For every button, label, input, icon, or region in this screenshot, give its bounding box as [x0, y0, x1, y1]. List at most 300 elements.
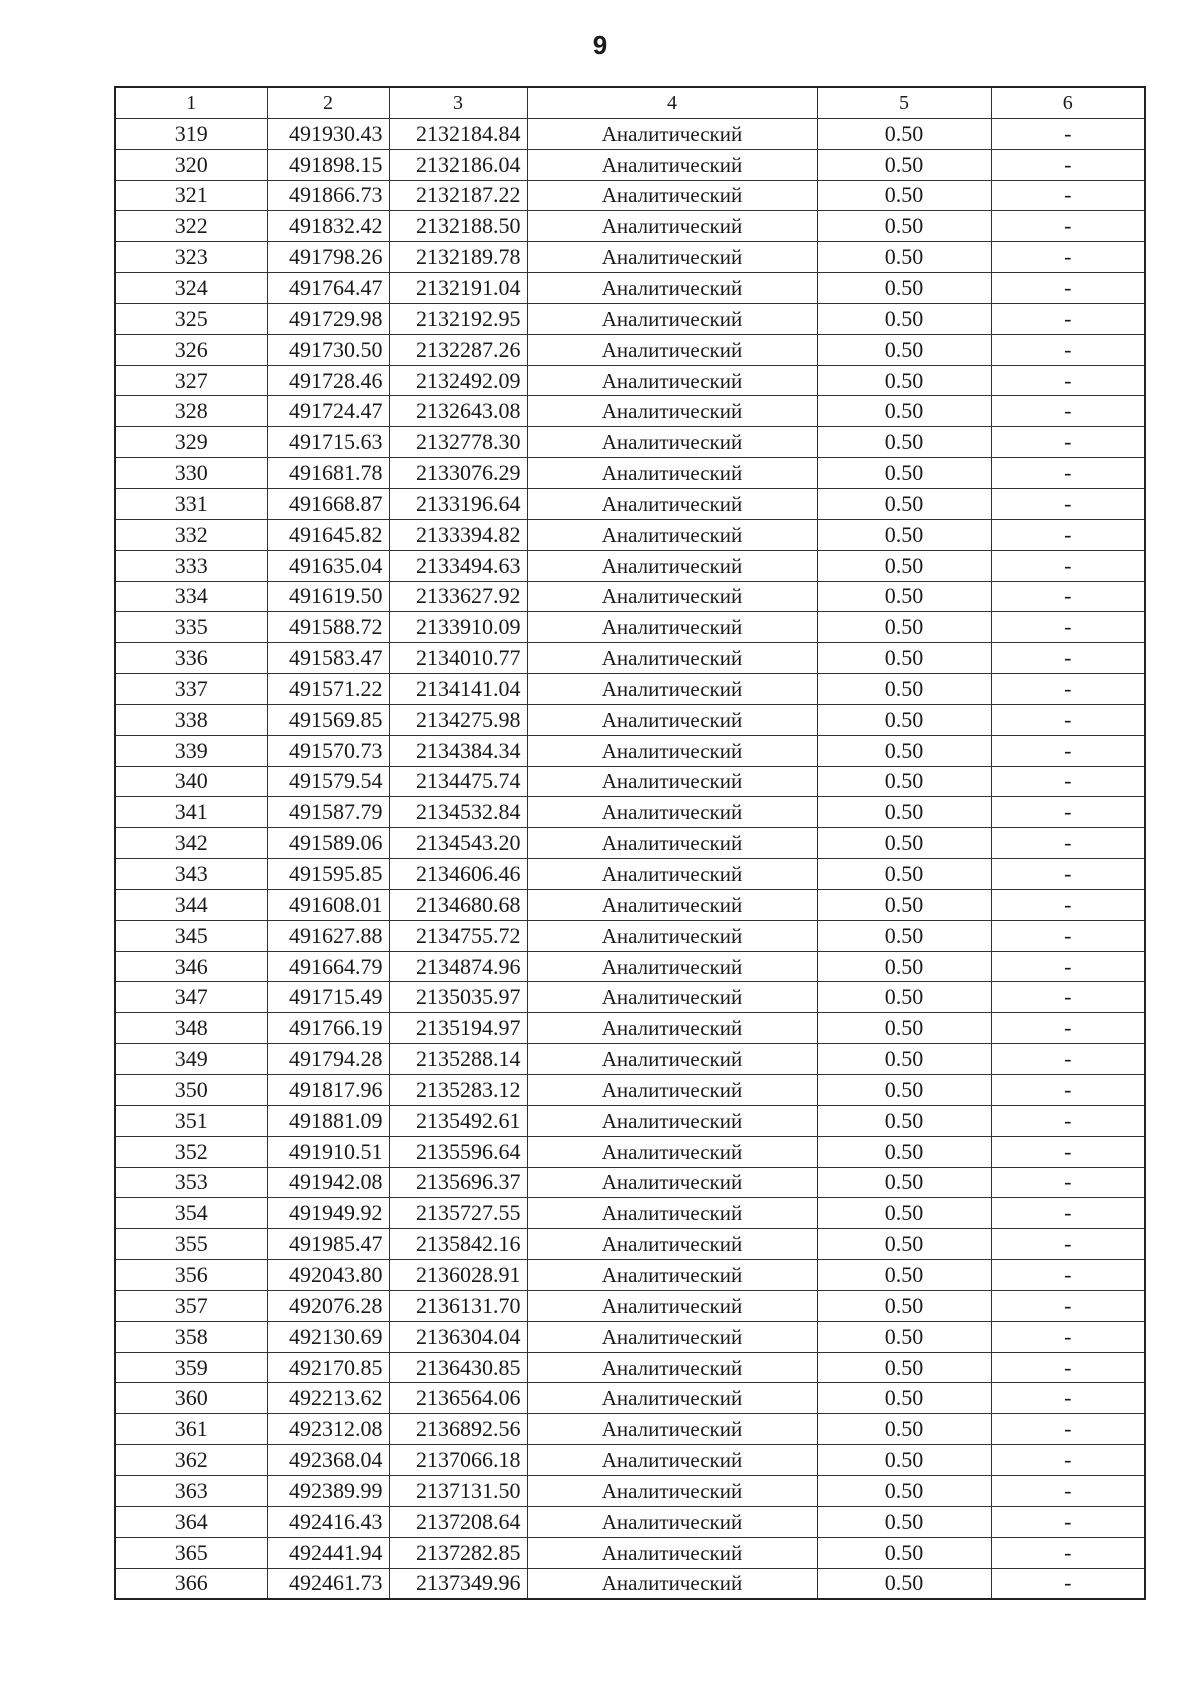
- accuracy-cell: 0.50: [817, 427, 991, 458]
- accuracy-cell: 0.50: [817, 458, 991, 489]
- method-cell: Аналитический: [527, 951, 817, 982]
- table-row: [115, 396, 1145, 427]
- table-row: [115, 1229, 1145, 1260]
- method-cell: Аналитический: [527, 1352, 817, 1383]
- point-number-cell: 349: [115, 1044, 267, 1075]
- method-cell: Аналитический: [527, 612, 817, 643]
- table-row: [115, 920, 1145, 951]
- x-coordinate-cell: 492076.28: [267, 1290, 389, 1321]
- note-cell: -: [991, 1013, 1145, 1044]
- table-row: [115, 180, 1145, 211]
- note-cell: -: [991, 118, 1145, 149]
- note-cell: -: [991, 1475, 1145, 1506]
- accuracy-cell: 0.50: [817, 1506, 991, 1537]
- point-number-cell: 358: [115, 1321, 267, 1352]
- header-cell: 2: [267, 87, 389, 118]
- point-number-cell: 362: [115, 1445, 267, 1476]
- note-cell: -: [991, 889, 1145, 920]
- method-cell: Аналитический: [527, 519, 817, 550]
- note-cell: -: [991, 951, 1145, 982]
- point-number-cell: 330: [115, 458, 267, 489]
- note-cell: -: [991, 1568, 1145, 1599]
- y-coordinate-cell: 2135035.97: [389, 982, 527, 1013]
- point-number-cell: 355: [115, 1229, 267, 1260]
- note-cell: -: [991, 519, 1145, 550]
- x-coordinate-cell: 492043.80: [267, 1260, 389, 1291]
- table-row: [115, 118, 1145, 149]
- accuracy-cell: 0.50: [817, 674, 991, 705]
- table-header: [115, 87, 1145, 118]
- note-cell: -: [991, 797, 1145, 828]
- accuracy-cell: 0.50: [817, 612, 991, 643]
- x-coordinate-cell: 491571.22: [267, 674, 389, 705]
- accuracy-cell: 0.50: [817, 1229, 991, 1260]
- x-coordinate-cell: 491817.96: [267, 1075, 389, 1106]
- y-coordinate-cell: 2132191.04: [389, 273, 527, 304]
- table-row: [115, 859, 1145, 890]
- table-row: [115, 550, 1145, 581]
- table-row: [115, 1414, 1145, 1445]
- accuracy-cell: 0.50: [817, 581, 991, 612]
- y-coordinate-cell: 2134532.84: [389, 797, 527, 828]
- y-coordinate-cell: 2132184.84: [389, 118, 527, 149]
- point-number-cell: 334: [115, 581, 267, 612]
- method-cell: Аналитический: [527, 1321, 817, 1352]
- table-row: [115, 149, 1145, 180]
- note-cell: -: [991, 1321, 1145, 1352]
- note-cell: -: [991, 1044, 1145, 1075]
- y-coordinate-cell: 2136564.06: [389, 1383, 527, 1414]
- note-cell: -: [991, 581, 1145, 612]
- method-cell: Аналитический: [527, 828, 817, 859]
- table-row: [115, 704, 1145, 735]
- header-cell: 6: [991, 87, 1145, 118]
- table-row: [115, 643, 1145, 674]
- x-coordinate-cell: 491942.08: [267, 1167, 389, 1198]
- table-row: [115, 273, 1145, 304]
- accuracy-cell: 0.50: [817, 1475, 991, 1506]
- point-number-cell: 356: [115, 1260, 267, 1291]
- point-number-cell: 352: [115, 1136, 267, 1167]
- accuracy-cell: 0.50: [817, 1568, 991, 1599]
- y-coordinate-cell: 2135288.14: [389, 1044, 527, 1075]
- note-cell: -: [991, 735, 1145, 766]
- header-cell: 1: [115, 87, 267, 118]
- accuracy-cell: 0.50: [817, 766, 991, 797]
- x-coordinate-cell: 491608.01: [267, 889, 389, 920]
- method-cell: Аналитический: [527, 1229, 817, 1260]
- y-coordinate-cell: 2135727.55: [389, 1198, 527, 1229]
- note-cell: -: [991, 1105, 1145, 1136]
- method-cell: Аналитический: [527, 920, 817, 951]
- note-cell: -: [991, 1136, 1145, 1167]
- table-row: [115, 303, 1145, 334]
- table-row: [115, 1198, 1145, 1229]
- point-number-cell: 319: [115, 118, 267, 149]
- y-coordinate-cell: 2136430.85: [389, 1352, 527, 1383]
- y-coordinate-cell: 2132192.95: [389, 303, 527, 334]
- y-coordinate-cell: 2137131.50: [389, 1475, 527, 1506]
- method-cell: Аналитический: [527, 550, 817, 581]
- y-coordinate-cell: 2133910.09: [389, 612, 527, 643]
- header-row: [115, 87, 1145, 118]
- method-cell: Аналитический: [527, 1260, 817, 1291]
- x-coordinate-cell: 492416.43: [267, 1506, 389, 1537]
- x-coordinate-cell: 492441.94: [267, 1537, 389, 1568]
- point-number-cell: 320: [115, 149, 267, 180]
- x-coordinate-cell: 491715.63: [267, 427, 389, 458]
- y-coordinate-cell: 2135842.16: [389, 1229, 527, 1260]
- method-cell: Аналитический: [527, 1475, 817, 1506]
- table-row: [115, 1290, 1145, 1321]
- accuracy-cell: 0.50: [817, 1260, 991, 1291]
- method-cell: Аналитический: [527, 180, 817, 211]
- x-coordinate-cell: 491645.82: [267, 519, 389, 550]
- note-cell: -: [991, 1075, 1145, 1106]
- point-number-cell: 345: [115, 920, 267, 951]
- x-coordinate-cell: 491794.28: [267, 1044, 389, 1075]
- note-cell: -: [991, 859, 1145, 890]
- note-cell: -: [991, 982, 1145, 1013]
- point-number-cell: 350: [115, 1075, 267, 1106]
- method-cell: Аналитический: [527, 674, 817, 705]
- accuracy-cell: 0.50: [817, 704, 991, 735]
- accuracy-cell: 0.50: [817, 920, 991, 951]
- table-row: [115, 1044, 1145, 1075]
- accuracy-cell: 0.50: [817, 951, 991, 982]
- note-cell: -: [991, 766, 1145, 797]
- note-cell: -: [991, 1506, 1145, 1537]
- table-row: [115, 1506, 1145, 1537]
- y-coordinate-cell: 2134874.96: [389, 951, 527, 982]
- table-row: [115, 211, 1145, 242]
- x-coordinate-cell: 492130.69: [267, 1321, 389, 1352]
- y-coordinate-cell: 2132186.04: [389, 149, 527, 180]
- accuracy-cell: 0.50: [817, 1198, 991, 1229]
- y-coordinate-cell: 2137282.85: [389, 1537, 527, 1568]
- table-row: [115, 1537, 1145, 1568]
- note-cell: -: [991, 920, 1145, 951]
- point-number-cell: 354: [115, 1198, 267, 1229]
- note-cell: -: [991, 242, 1145, 273]
- note-cell: -: [991, 1352, 1145, 1383]
- method-cell: Аналитический: [527, 273, 817, 304]
- method-cell: Аналитический: [527, 1414, 817, 1445]
- note-cell: -: [991, 643, 1145, 674]
- table-row: [115, 889, 1145, 920]
- y-coordinate-cell: 2134755.72: [389, 920, 527, 951]
- accuracy-cell: 0.50: [817, 550, 991, 581]
- table-row: [115, 1568, 1145, 1599]
- note-cell: -: [991, 674, 1145, 705]
- y-coordinate-cell: 2134475.74: [389, 766, 527, 797]
- method-cell: Аналитический: [527, 643, 817, 674]
- note-cell: -: [991, 704, 1145, 735]
- x-coordinate-cell: 492368.04: [267, 1445, 389, 1476]
- y-coordinate-cell: 2134680.68: [389, 889, 527, 920]
- note-cell: -: [991, 180, 1145, 211]
- header-cell: 3: [389, 87, 527, 118]
- point-number-cell: 338: [115, 704, 267, 735]
- x-coordinate-cell: 491729.98: [267, 303, 389, 334]
- point-number-cell: 351: [115, 1105, 267, 1136]
- note-cell: -: [991, 1414, 1145, 1445]
- accuracy-cell: 0.50: [817, 1414, 991, 1445]
- accuracy-cell: 0.50: [817, 889, 991, 920]
- y-coordinate-cell: 2136028.91: [389, 1260, 527, 1291]
- y-coordinate-cell: 2134010.77: [389, 643, 527, 674]
- point-number-cell: 342: [115, 828, 267, 859]
- point-number-cell: 327: [115, 365, 267, 396]
- x-coordinate-cell: 491985.47: [267, 1229, 389, 1260]
- note-cell: -: [991, 612, 1145, 643]
- point-number-cell: 326: [115, 334, 267, 365]
- method-cell: Аналитический: [527, 334, 817, 365]
- x-coordinate-cell: 491930.43: [267, 118, 389, 149]
- accuracy-cell: 0.50: [817, 1167, 991, 1198]
- y-coordinate-cell: 2134384.34: [389, 735, 527, 766]
- note-cell: -: [991, 828, 1145, 859]
- x-coordinate-cell: 491635.04: [267, 550, 389, 581]
- y-coordinate-cell: 2135596.64: [389, 1136, 527, 1167]
- point-number-cell: 333: [115, 550, 267, 581]
- method-cell: Аналитический: [527, 1013, 817, 1044]
- point-number-cell: 353: [115, 1167, 267, 1198]
- accuracy-cell: 0.50: [817, 1321, 991, 1352]
- method-cell: Аналитический: [527, 1537, 817, 1568]
- point-number-cell: 357: [115, 1290, 267, 1321]
- x-coordinate-cell: 491866.73: [267, 180, 389, 211]
- x-coordinate-cell: 491570.73: [267, 735, 389, 766]
- note-cell: -: [991, 1537, 1145, 1568]
- note-cell: -: [991, 149, 1145, 180]
- note-cell: -: [991, 273, 1145, 304]
- coordinates-table: [114, 86, 1146, 1600]
- point-number-cell: 329: [115, 427, 267, 458]
- accuracy-cell: 0.50: [817, 1537, 991, 1568]
- method-cell: Аналитический: [527, 1383, 817, 1414]
- x-coordinate-cell: 491949.92: [267, 1198, 389, 1229]
- y-coordinate-cell: 2134606.46: [389, 859, 527, 890]
- accuracy-cell: 0.50: [817, 273, 991, 304]
- method-cell: Аналитический: [527, 303, 817, 334]
- point-number-cell: 341: [115, 797, 267, 828]
- point-number-cell: 346: [115, 951, 267, 982]
- x-coordinate-cell: 491627.88: [267, 920, 389, 951]
- x-coordinate-cell: 491587.79: [267, 797, 389, 828]
- y-coordinate-cell: 2135283.12: [389, 1075, 527, 1106]
- accuracy-cell: 0.50: [817, 859, 991, 890]
- x-coordinate-cell: 491588.72: [267, 612, 389, 643]
- point-number-cell: 336: [115, 643, 267, 674]
- table-row: [115, 458, 1145, 489]
- point-number-cell: 360: [115, 1383, 267, 1414]
- point-number-cell: 322: [115, 211, 267, 242]
- point-number-cell: 325: [115, 303, 267, 334]
- point-number-cell: 344: [115, 889, 267, 920]
- point-number-cell: 359: [115, 1352, 267, 1383]
- y-coordinate-cell: 2132643.08: [389, 396, 527, 427]
- x-coordinate-cell: 491724.47: [267, 396, 389, 427]
- note-cell: -: [991, 1290, 1145, 1321]
- note-cell: -: [991, 334, 1145, 365]
- method-cell: Аналитический: [527, 1075, 817, 1106]
- accuracy-cell: 0.50: [817, 1352, 991, 1383]
- x-coordinate-cell: 492170.85: [267, 1352, 389, 1383]
- method-cell: Аналитический: [527, 149, 817, 180]
- method-cell: Аналитический: [527, 797, 817, 828]
- x-coordinate-cell: 491681.78: [267, 458, 389, 489]
- table-row: [115, 1445, 1145, 1476]
- x-coordinate-cell: 491881.09: [267, 1105, 389, 1136]
- method-cell: Аналитический: [527, 1044, 817, 1075]
- table-row: [115, 581, 1145, 612]
- x-coordinate-cell: 491583.47: [267, 643, 389, 674]
- accuracy-cell: 0.50: [817, 396, 991, 427]
- point-number-cell: 331: [115, 488, 267, 519]
- y-coordinate-cell: 2132492.09: [389, 365, 527, 396]
- y-coordinate-cell: 2135696.37: [389, 1167, 527, 1198]
- accuracy-cell: 0.50: [817, 643, 991, 674]
- table-row: [115, 1013, 1145, 1044]
- method-cell: Аналитический: [527, 211, 817, 242]
- x-coordinate-cell: 491569.85: [267, 704, 389, 735]
- accuracy-cell: 0.50: [817, 1105, 991, 1136]
- page-number: 9: [592, 30, 608, 60]
- method-cell: Аналитический: [527, 242, 817, 273]
- table-row: [115, 427, 1145, 458]
- x-coordinate-cell: 491728.46: [267, 365, 389, 396]
- accuracy-cell: 0.50: [817, 735, 991, 766]
- accuracy-cell: 0.50: [817, 1075, 991, 1106]
- point-number-cell: 321: [115, 180, 267, 211]
- x-coordinate-cell: 491766.19: [267, 1013, 389, 1044]
- y-coordinate-cell: 2134141.04: [389, 674, 527, 705]
- accuracy-cell: 0.50: [817, 334, 991, 365]
- note-cell: -: [991, 1260, 1145, 1291]
- point-number-cell: 335: [115, 612, 267, 643]
- y-coordinate-cell: 2137208.64: [389, 1506, 527, 1537]
- method-cell: Аналитический: [527, 1506, 817, 1537]
- accuracy-cell: 0.50: [817, 118, 991, 149]
- method-cell: Аналитический: [527, 1568, 817, 1599]
- point-number-cell: 337: [115, 674, 267, 705]
- header-cell: 5: [817, 87, 991, 118]
- method-cell: Аналитический: [527, 1198, 817, 1229]
- accuracy-cell: 0.50: [817, 982, 991, 1013]
- header-cell: 4: [527, 87, 817, 118]
- y-coordinate-cell: 2137349.96: [389, 1568, 527, 1599]
- y-coordinate-cell: 2135194.97: [389, 1013, 527, 1044]
- x-coordinate-cell: 492389.99: [267, 1475, 389, 1506]
- method-cell: Аналитический: [527, 488, 817, 519]
- note-cell: -: [991, 550, 1145, 581]
- x-coordinate-cell: 491898.15: [267, 149, 389, 180]
- method-cell: Аналитический: [527, 118, 817, 149]
- accuracy-cell: 0.50: [817, 519, 991, 550]
- y-coordinate-cell: 2132287.26: [389, 334, 527, 365]
- method-cell: Аналитический: [527, 427, 817, 458]
- note-cell: -: [991, 396, 1145, 427]
- accuracy-cell: 0.50: [817, 365, 991, 396]
- y-coordinate-cell: 2136892.56: [389, 1414, 527, 1445]
- accuracy-cell: 0.50: [817, 1013, 991, 1044]
- table-row: [115, 1075, 1145, 1106]
- x-coordinate-cell: 491668.87: [267, 488, 389, 519]
- accuracy-cell: 0.50: [817, 1136, 991, 1167]
- y-coordinate-cell: 2134543.20: [389, 828, 527, 859]
- note-cell: -: [991, 458, 1145, 489]
- method-cell: Аналитический: [527, 1445, 817, 1476]
- note-cell: -: [991, 303, 1145, 334]
- table-row: [115, 1167, 1145, 1198]
- method-cell: Аналитический: [527, 1105, 817, 1136]
- method-cell: Аналитический: [527, 458, 817, 489]
- x-coordinate-cell: 491664.79: [267, 951, 389, 982]
- method-cell: Аналитический: [527, 396, 817, 427]
- x-coordinate-cell: 492312.08: [267, 1414, 389, 1445]
- x-coordinate-cell: 491589.06: [267, 828, 389, 859]
- table-row: [115, 1321, 1145, 1352]
- point-number-cell: 332: [115, 519, 267, 550]
- table-row: [115, 735, 1145, 766]
- method-cell: Аналитический: [527, 859, 817, 890]
- accuracy-cell: 0.50: [817, 303, 991, 334]
- y-coordinate-cell: 2132187.22: [389, 180, 527, 211]
- point-number-cell: 347: [115, 982, 267, 1013]
- y-coordinate-cell: 2136131.70: [389, 1290, 527, 1321]
- y-coordinate-cell: 2133196.64: [389, 488, 527, 519]
- y-coordinate-cell: 2134275.98: [389, 704, 527, 735]
- point-number-cell: 365: [115, 1537, 267, 1568]
- table-row: [115, 951, 1145, 982]
- method-cell: Аналитический: [527, 1290, 817, 1321]
- point-number-cell: 323: [115, 242, 267, 273]
- y-coordinate-cell: 2132189.78: [389, 242, 527, 273]
- note-cell: -: [991, 1198, 1145, 1229]
- x-coordinate-cell: 491715.49: [267, 982, 389, 1013]
- accuracy-cell: 0.50: [817, 242, 991, 273]
- note-cell: -: [991, 1383, 1145, 1414]
- accuracy-cell: 0.50: [817, 828, 991, 859]
- table-body: [115, 118, 1145, 1599]
- x-coordinate-cell: 492461.73: [267, 1568, 389, 1599]
- note-cell: -: [991, 427, 1145, 458]
- accuracy-cell: 0.50: [817, 180, 991, 211]
- accuracy-cell: 0.50: [817, 1290, 991, 1321]
- table-row: [115, 519, 1145, 550]
- note-cell: -: [991, 1229, 1145, 1260]
- note-cell: -: [991, 365, 1145, 396]
- point-number-cell: 324: [115, 273, 267, 304]
- point-number-cell: 340: [115, 766, 267, 797]
- point-number-cell: 348: [115, 1013, 267, 1044]
- method-cell: Аналитический: [527, 704, 817, 735]
- accuracy-cell: 0.50: [817, 488, 991, 519]
- point-number-cell: 363: [115, 1475, 267, 1506]
- table-row: [115, 1260, 1145, 1291]
- method-cell: Аналитический: [527, 735, 817, 766]
- y-coordinate-cell: 2133394.82: [389, 519, 527, 550]
- table-row: [115, 242, 1145, 273]
- table-row: [115, 674, 1145, 705]
- table-row: [115, 1475, 1145, 1506]
- x-coordinate-cell: 491832.42: [267, 211, 389, 242]
- method-cell: Аналитический: [527, 889, 817, 920]
- table-row: [115, 334, 1145, 365]
- accuracy-cell: 0.50: [817, 1383, 991, 1414]
- point-number-cell: 328: [115, 396, 267, 427]
